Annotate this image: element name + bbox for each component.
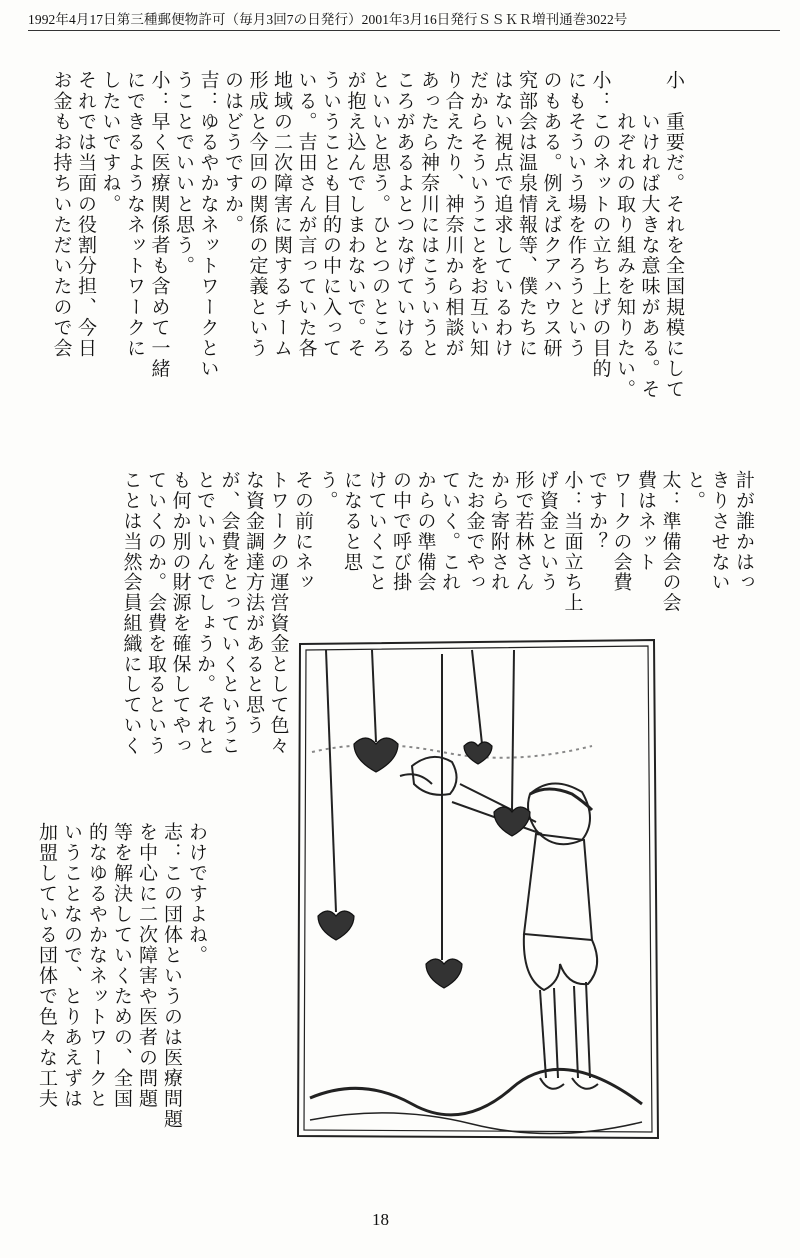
text-column: が、会費をとっていくというこ xyxy=(218,470,241,756)
text-column: 吉：ゆるやかなネットワークとい xyxy=(197,70,220,379)
upper-text-block xyxy=(49,70,686,460)
text-column: 費はネット xyxy=(635,470,657,572)
text-column: にできるようなネットワークに xyxy=(124,70,146,359)
text-column: トワークの運営資金として色々 xyxy=(267,470,290,756)
page-number: 18 xyxy=(372,1210,389,1229)
text-column: その前にネッ xyxy=(292,470,314,593)
text-column: とでいいんでしょうか。それと xyxy=(194,470,216,756)
text-column: いければ大きな意味がある。そ xyxy=(638,70,661,400)
text-column: ていくのか。会費を取るという xyxy=(145,470,167,756)
text-column: からの準備会 xyxy=(414,470,437,593)
text-column: 小 重要だ。それを全国規模にして xyxy=(663,70,685,400)
text-column: いる。吉田さんが言っていた各 xyxy=(295,70,318,359)
text-column: したいですね。 xyxy=(99,70,122,215)
text-column: 形で若林さん xyxy=(512,470,535,593)
text-column: う。 xyxy=(316,470,339,511)
text-column: といいと思う。ひとつのところ xyxy=(369,70,391,359)
text-column: ワークの会費 xyxy=(610,470,633,593)
text-column: 小：当面立ち上 xyxy=(561,470,584,613)
text-column: きりさせない xyxy=(708,470,731,593)
text-column: から寄附され xyxy=(488,470,510,593)
text-column: いうことなので、とりあえずは xyxy=(61,822,83,1109)
text-column: はない視点で追求しているわけ xyxy=(491,70,514,359)
text-column: ていく。これ xyxy=(439,470,461,593)
text-column: ころがあるよとつなげていける xyxy=(393,70,416,359)
text-column: 等を解決していくための、全国 xyxy=(111,822,133,1109)
text-column: 地域の二次障害に関するチーム xyxy=(271,70,293,359)
text-column: と。 xyxy=(684,470,706,511)
text-column: ことは当然会員組織にしていく xyxy=(120,470,143,756)
text-column: のはどうですか。 xyxy=(222,70,244,235)
text-column: 太：準備会の会 xyxy=(659,470,682,613)
text-column: 的なゆるやかなネットワークと xyxy=(86,822,108,1109)
child-reaching-illustration xyxy=(292,634,664,1144)
text-column: のもある。例えばクアハウス研 xyxy=(540,70,563,359)
text-column: 小：このネットの立ち上げの目的 xyxy=(589,70,612,379)
text-column: 加盟している団体で色々な工夫 xyxy=(36,822,58,1109)
text-column: げ資金という xyxy=(537,470,559,593)
text-column: になると思 xyxy=(341,470,363,572)
text-column: 小：早く医療関係者も含めて一緒 xyxy=(148,70,171,379)
publication-imprint: 1992年4月17日第三種郵便物許可（毎月3回7の日発行）2001年3月16日発行ＳＳＫＲ増刊通巻3022号 xyxy=(28,12,628,27)
text-column: 究部会は温泉情報等、僕たちに xyxy=(516,70,538,359)
text-column: うことでいいと思う。 xyxy=(173,70,195,276)
text-column: り合えたり、神奈川から相談が xyxy=(442,70,465,359)
text-column: あったら神奈川にはこういうと xyxy=(418,70,440,359)
text-column: わけですよね。 xyxy=(186,822,208,966)
text-column: だからそういうことをお互い知 xyxy=(467,70,489,359)
text-column: れぞれの取り組みを知りたい。 xyxy=(614,70,636,400)
text-column: が抱え込んでしまわないで。そ xyxy=(344,70,367,359)
text-column: それでは当面の役割分担、今日 xyxy=(75,70,97,359)
text-column: 計が誰かはっ xyxy=(733,470,755,593)
text-column: 志：この団体というのは医療問題 xyxy=(161,822,183,1130)
text-column: な資金調達方法があると思う xyxy=(243,470,265,736)
text-column: ですか？ xyxy=(586,470,608,552)
text-column: 形成と今回の関係の定義という xyxy=(246,70,269,359)
text-column: も何か別の財源を確保してやっ xyxy=(169,470,192,756)
text-column: たお金でやっ xyxy=(463,470,486,593)
text-column: にもそういう場を作ろうという xyxy=(565,70,587,359)
header-rule xyxy=(28,30,780,31)
text-column: けていくこと xyxy=(365,470,388,593)
lower-text-block xyxy=(34,822,209,1172)
text-column: お金もお持ちいただいたので会 xyxy=(50,70,73,359)
text-column: を中心に二次障害や医者の問題 xyxy=(136,822,158,1109)
text-column: ういうことも目的の中に入って xyxy=(320,70,342,359)
text-column: の中で呼び掛 xyxy=(390,470,412,593)
